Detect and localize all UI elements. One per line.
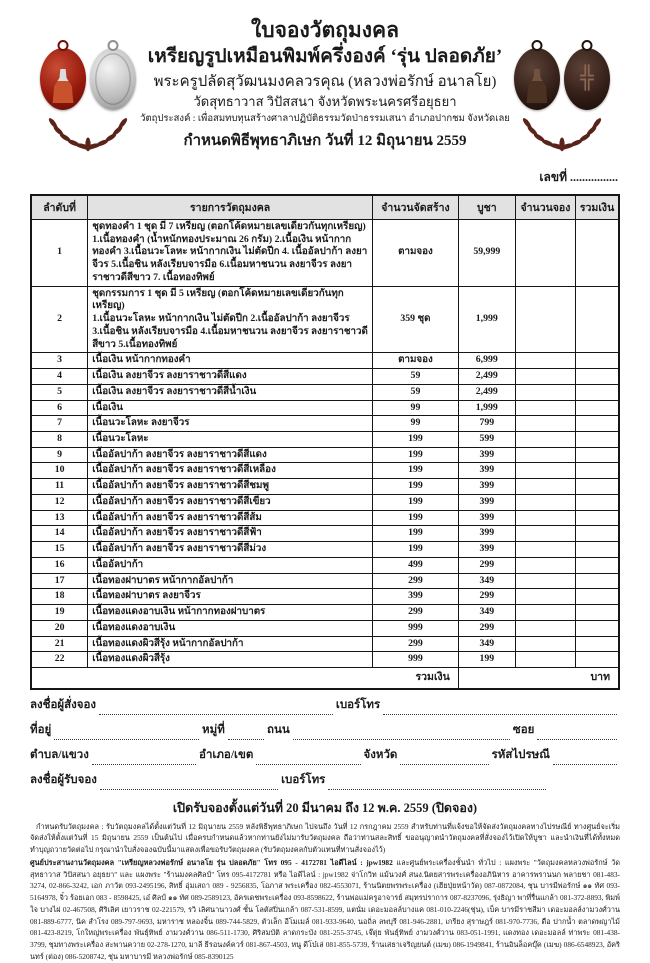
quantity-made: 999 — [373, 652, 459, 668]
amount-blank — [576, 220, 619, 287]
order-quantity-blank — [515, 557, 575, 573]
phone-label: เบอร์โทร — [335, 698, 381, 711]
quantity-made: 59 — [373, 369, 459, 385]
item-description: เนื้ออัลปาก้า ลงยาจีวร ลงยาราชาวดีสีเขียว — [88, 494, 373, 510]
table-row — [31, 494, 619, 510]
item-description: เนื้อเงิน ลงยาจีวร ลงยาราชาวดีสีน้ำเงิน — [88, 384, 373, 400]
order-quantity-blank — [515, 620, 575, 636]
amount-blank — [576, 447, 619, 463]
quantity-made: 199 — [373, 494, 459, 510]
amount-blank — [576, 542, 619, 558]
amount-blank — [576, 479, 619, 495]
col-header-price: บูชา — [458, 195, 515, 220]
price: 2,499 — [458, 369, 515, 385]
order-quantity-blank — [515, 353, 575, 369]
order-quantity-blank — [515, 220, 575, 287]
item-description: เนื้อเงิน หน้ากากทองคำ — [88, 353, 373, 369]
order-quantity-blank — [515, 432, 575, 448]
amulet-photos-right — [502, 38, 622, 157]
order-quantity-blank — [515, 542, 575, 558]
subdistrict-field — [92, 751, 196, 765]
item-description: เนื้อทองแดงผิวสีรุ้ง — [88, 652, 373, 668]
monk-name: พระครูปลัดสุวัฒนมงคลวรคุณ (หลวงพ่อรักษ์ อนาลโย) — [153, 73, 497, 90]
amount-blank — [576, 573, 619, 589]
road-field — [293, 726, 510, 740]
item-description: เนื้อนวะโลหะ — [88, 432, 373, 448]
row-number: 19 — [31, 605, 88, 621]
soi-field — [537, 726, 617, 740]
order-quantity-blank — [515, 589, 575, 605]
item-description: เนื้ออัลปาก้า ลงยาจีวร ลงยาราชาวดีสีฟ้า — [88, 526, 373, 542]
item-description: เนื้อทองแดงอาบเงิน หน้ากากทองฝาบาตร — [88, 605, 373, 621]
table-header-row — [31, 195, 619, 220]
row-number: 14 — [31, 526, 88, 542]
row-number: 20 — [31, 620, 88, 636]
price: 299 — [458, 620, 515, 636]
amount-blank — [576, 557, 619, 573]
quantity-made: 399 — [373, 589, 459, 605]
item-description: เนื้อเงิน ลงยาจีวร ลงยาราชาวดีสีแดง — [88, 369, 373, 385]
item-description: เนื้ออัลปาก้า ลงยาจีวร ลงยาราชาวดีสีม่วง — [88, 542, 373, 558]
quantity-made: 199 — [373, 432, 459, 448]
province-label: จังหวัด — [363, 748, 398, 761]
price: 59,999 — [458, 220, 515, 287]
quantity-made: ตามจอง — [373, 353, 459, 369]
orderer-label: ลงชื่อผู้สั่งจอง — [30, 698, 97, 711]
quantity-made: 199 — [373, 447, 459, 463]
district-label: อำเภอ/เขต — [199, 748, 254, 761]
quantity-made: 299 — [373, 636, 459, 652]
col-header-qty: จำนวนจัดสร้าง — [373, 195, 459, 220]
amount-blank — [576, 400, 619, 416]
yantra-icon: ╬ — [580, 66, 594, 91]
item-description: เนื้ออัลปาก้า — [88, 557, 373, 573]
quantity-made: ตามจอง — [373, 220, 459, 287]
edition-subtitle: เหรียญรูปเหมือนพิมพ์ครึ่งองค์ ‘รุ่น ปลอดภัย’ — [147, 46, 503, 68]
form-line-district — [30, 746, 620, 765]
postcode-label: รหัสไปรษณี — [491, 748, 550, 761]
quantity-made: 99 — [373, 400, 459, 416]
address-label: ที่อยู่ — [30, 723, 52, 736]
table-row — [31, 573, 619, 589]
table-row — [31, 479, 619, 495]
item-description: ชุดทองคำ 1 ชุด มี 7 เหรียญ (ตอกโค้ดหมายเลขเดียวกันทุกเหรียญ) 1.เนื้อทองคำ (น้ำหนักทองประมาณ 26 กรัม) 2.เนื้อเงิน หน้ากากทองคำ 3.เนื้อนวะโลหะ หน้ากากเงิน ไม่ตัดปีก 4. เนื้ออัลปาก้า ลงยาจีวร 5.เนื้อชิน หลังเรียบจารมือ 6.เนื้อมหาชนวน ลงยาจีวร ลงยาราชาวดีสีขาว 7. เนื้อทองทิพย์ — [88, 220, 373, 287]
row-number: 15 — [31, 542, 88, 558]
quantity-made: 299 — [373, 573, 459, 589]
amulet-bronze-front-image — [514, 48, 560, 110]
price: 6,999 — [458, 353, 515, 369]
order-quantity-blank — [515, 510, 575, 526]
order-quantity-blank — [515, 605, 575, 621]
order-table-body — [31, 220, 619, 668]
district-field — [256, 751, 360, 765]
item-description: เนื้อทองแดงอาบเงิน — [88, 620, 373, 636]
receiver-signature-field — [100, 776, 278, 790]
table-row — [31, 636, 619, 652]
order-quantity-blank — [515, 416, 575, 432]
quantity-made: 359 ชุด — [373, 286, 459, 353]
row-number: 6 — [31, 400, 88, 416]
coordination-center: ศูนย์ประสานงานวัตถุมงคล "เหรียญหลวงพ่อรักษ์ อนาลโย รุ่น ปลอดภัย" โทร 095 - 4172781 ไอดีไลน์ : jpw1982 — [30, 857, 393, 867]
order-quantity-blank — [515, 652, 575, 668]
price: 299 — [458, 589, 515, 605]
item-description: เนื้อทองฝาบาตร หน้ากากอัลปาก้า — [88, 573, 373, 589]
row-number: 12 — [31, 494, 88, 510]
quantity-made: 999 — [373, 620, 459, 636]
table-row — [31, 400, 619, 416]
row-number: 11 — [31, 479, 88, 495]
amount-blank — [576, 526, 619, 542]
table-row — [31, 384, 619, 400]
price: 399 — [458, 542, 515, 558]
col-header-order: จำนวนจอง — [515, 195, 575, 220]
soi-label: ซอย — [512, 723, 535, 736]
form-line-orderer — [30, 696, 620, 715]
price: 349 — [458, 573, 515, 589]
document-number-field: เลขที่ ................ — [539, 170, 618, 184]
contact-info — [30, 857, 620, 963]
item-description: เนื้อนวะโลหะ ลงยาจีวร — [88, 416, 373, 432]
header — [30, 16, 620, 192]
order-quantity-blank — [515, 447, 575, 463]
col-header-item: รายการวัตถุมงคล — [88, 195, 373, 220]
monk-bust-icon — [52, 69, 74, 103]
amount-blank — [576, 510, 619, 526]
postcode-field — [553, 751, 617, 765]
row-number: 8 — [31, 432, 88, 448]
table-row — [31, 369, 619, 385]
order-quantity-blank — [515, 369, 575, 385]
table-row — [31, 463, 619, 479]
order-quantity-blank — [515, 494, 575, 510]
item-description: เนื้อทองแดงผิวสีรุ้ง หน้ากากอัลปาก้า — [88, 636, 373, 652]
row-number: 1 — [31, 220, 88, 287]
price: 2,499 — [458, 384, 515, 400]
currency-label: บาท — [458, 668, 619, 689]
order-quantity-blank — [515, 636, 575, 652]
row-number: 7 — [31, 416, 88, 432]
price: 399 — [458, 447, 515, 463]
amount-blank — [576, 652, 619, 668]
amount-blank — [576, 286, 619, 353]
total-label: รวมเงิน — [31, 668, 458, 689]
quantity-made: 199 — [373, 479, 459, 495]
table-row — [31, 510, 619, 526]
col-header-no: ลำดับที่ — [31, 195, 88, 220]
form-line-address — [30, 721, 620, 740]
quantity-made: 59 — [373, 384, 459, 400]
amulet-silver-back-image — [90, 48, 136, 110]
phone2-field — [328, 776, 546, 790]
row-number: 2 — [31, 286, 88, 353]
amount-blank — [576, 636, 619, 652]
price: 349 — [458, 636, 515, 652]
form-line-receiver — [30, 771, 549, 790]
page-title: ใบจองวัตถุมงคล — [251, 18, 399, 42]
row-number: 13 — [31, 510, 88, 526]
row-number: 22 — [31, 652, 88, 668]
quantity-made: 199 — [373, 510, 459, 526]
price: 199 — [458, 652, 515, 668]
quantity-made: 199 — [373, 463, 459, 479]
price: 599 — [458, 432, 515, 448]
order-quantity-blank — [515, 479, 575, 495]
item-description: ชุดกรรมการ 1 ชุด มี 5 เหรียญ (ตอกโค้ดหมายเลขเดียวกันทุกเหรียญ) 1.เนื้อนวะโลหะ หน้ากากเงิน ไม่ตัดปีก 2.เนื้ออัลปาก้า ลงยาจีวร 3.เนื้อชิน หลังเรียบจารมือ 4.เนื้อมหาชนวน ลงยาจีวร ลงยาราชาวดีสีขาว 5.เนื้อทองทิพย์ — [88, 286, 373, 353]
table-row — [31, 620, 619, 636]
order-table — [30, 194, 620, 690]
amulet-red-front-image — [40, 48, 86, 110]
row-number: 17 — [31, 573, 88, 589]
item-description: เนื้ออัลปาก้า ลงยาจีวร ลงยาราชาวดีสีส้ม — [88, 510, 373, 526]
temple-name: วัดสุทธาวาส วิปัสสนา จังหวัดพระนครศรีอยุธยา — [193, 94, 457, 110]
item-description: เนื้ออัลปาก้า ลงยาจีวร ลงยาราชาวดีสีแดง — [88, 447, 373, 463]
item-description: เนื้ออัลปาก้า ลงยาจีวร ลงยาราชาวดีสีชมพู — [88, 479, 373, 495]
amount-blank — [576, 494, 619, 510]
dealer-list: และศูนย์พระเครื่องชั้นนำ ทั่วไป : แผงพระ "วัตถุมงคลหลวงพ่อรักษ์ วัดสุทธาวาส วิปัสสนา อยุธยา" และ แผงพระ "ร้านมงคลศิลป์" โทร 095-4172781 หรือ ไอดีไลน์ : jpw1982 จ่าโกวิท แม้นวงศ์ สนง.นิตยสารพระเครื่องอภินิหาร อาคารพรานนก พลายชา 081-483-3274, 02-866-3242, เอก ภาวัต 093-2495196, สิทธิ์ อุ่มเสถา 089 - 9256835, โอภาส พระเครื่อง 082-4553071, ร้านนิตยพรพระเครื่อง (เฮียปุ่ยหน้าวัด) 087-0872084, ชุน บารมีพ่อรักษ์ ๑๑ ทัศ 093-5164978, จิ๋ว ร้อยเอก 083 - 8598425, เอ๋ ศิลป์ ๑๑ ทัศ 089-2589123, อัครเดชพระเครื่อง 093-8598622, ร้านพ่อแม่ครูอาจารย์ สมุทรปราการ 087-8237096, รุ่งธิญา พาที่รื่นแกล้า 081-372-8893, พิมพ์ใจ บางไผ่ 02-467508, ศิริเลิศ เยาวราช 02-221579, รวิ เลิศนานาวงศ์ ชั้น โลตัสปิ่นเกล้า 087-531-8599, แตนั่ม เดอะมอลล์บางแค 081-010-2246(ชุ่น), เบ็ค บารมีราชสีมา เดอะมอลล์งามวงศ์วาน 081-889-6777, นิค สำโรง 089-797-9693, มหาราช หลองจิ้น 089-744-5829, ตัวเล็ก อีโมเมล์ 081-933-9640, นอถิ่ล ลพบุรี 081-946-2881, เกรียง สุราษฎร์ 081-970-7736, ดือ ปากน้ำ ตลาดพญาไม้ 081-423-8219, โกใหญ่พระเครื่อง พันธุ์ทิพย์ งามวงศ์วาน 086-511-1730, ศิริสมบัติ ลาดกระบัง 081-255-3745, เจ๊ตุ่ย พันธุ์ทิพย์ งามวงศ์วาน 083-051-1991, แดงทอง เดอะมอลล์ ท่าพระ 081-438-3799, ชุมทางพระเครื่อง สะพานควาย 02-278-1270, มาลี ธีรอนงค์ควร์ 081-867-4503, หนู ดีโบ๋เล่ 081-855-5739, ร้านเสธาเจริญยนต์ (เมฆ) 086-1949841, ร้านอินล็อคบุ๊ค (เมฆ) 086-6548923, อัครินทร์ (ต่อง) 086-5208742, ชุ่น มหาบารมี หลวงพ่อรักษ์ 085-8390125 — [30, 857, 620, 961]
province-field — [400, 751, 488, 765]
order-quantity-blank — [515, 573, 575, 589]
moo-field — [228, 726, 264, 740]
total-row — [31, 668, 619, 689]
laurel-wreath-icon — [516, 114, 608, 152]
row-number: 9 — [31, 447, 88, 463]
fine-print — [30, 821, 620, 963]
receiver-label: ลงชื่อผู้รับจอง — [30, 773, 97, 786]
item-description: เนื้ออัลปาก้า ลงยาจีวร ลงยาราชาวดีสีเหลือง — [88, 463, 373, 479]
amount-blank — [576, 605, 619, 621]
price: 299 — [458, 557, 515, 573]
order-quantity-blank — [515, 286, 575, 353]
amount-blank — [576, 416, 619, 432]
amount-blank — [576, 384, 619, 400]
moo-label: หมู่ที่ — [202, 723, 225, 736]
order-quantity-blank — [515, 526, 575, 542]
amulet-bronze-back-image — [564, 48, 610, 110]
price: 399 — [458, 479, 515, 495]
table-row — [31, 353, 619, 369]
quantity-made: 99 — [373, 416, 459, 432]
amount-blank — [576, 589, 619, 605]
order-quantity-blank — [515, 384, 575, 400]
amount-blank — [576, 369, 619, 385]
monk-bust-icon — [526, 69, 548, 103]
table-row — [31, 416, 619, 432]
table-row — [31, 557, 619, 573]
table-row — [31, 652, 619, 668]
quantity-made: 499 — [373, 557, 459, 573]
quantity-made: 299 — [373, 605, 459, 621]
order-quantity-blank — [515, 463, 575, 479]
quantity-made: 199 — [373, 526, 459, 542]
table-row — [31, 542, 619, 558]
price: 1,999 — [458, 400, 515, 416]
purpose-line: วัตถุประสงค์ : เพื่อสมทบทุนสร้างศาลาปฏิบัติธรรมวัดป่าธรรมเสนา อำเภอปากชม จังหวัดเลย — [140, 114, 510, 125]
amount-blank — [576, 463, 619, 479]
price: 399 — [458, 494, 515, 510]
amulet-engraving — [95, 53, 131, 105]
amulet-photos-left — [28, 38, 148, 157]
item-description: เนื้อทองฝาบาตร ลงยาจีวร — [88, 589, 373, 605]
price: 399 — [458, 526, 515, 542]
item-description: เนื้อเงิน — [88, 400, 373, 416]
price: 399 — [458, 463, 515, 479]
table-row — [31, 220, 619, 287]
price: 349 — [458, 605, 515, 621]
row-number: 4 — [31, 369, 88, 385]
price: 1,999 — [458, 286, 515, 353]
table-row — [31, 605, 619, 621]
table-row — [31, 526, 619, 542]
amount-blank — [576, 432, 619, 448]
ceremony-date: กำหนดพิธีพุทธาภิเษก วันที่ 12 มิถุนายน 2559 — [183, 133, 467, 150]
amount-blank — [576, 620, 619, 636]
laurel-wreath-icon — [42, 114, 134, 152]
price: 799 — [458, 416, 515, 432]
address-field — [54, 726, 199, 740]
col-header-total: รวมเงิน — [576, 195, 619, 220]
table-row — [31, 286, 619, 353]
price: 399 — [458, 510, 515, 526]
table-row — [31, 589, 619, 605]
table-row — [31, 432, 619, 448]
row-number: 21 — [31, 636, 88, 652]
table-row — [31, 447, 619, 463]
amount-blank — [576, 353, 619, 369]
pickup-terms: กำหนดรับวัตถุมงคล : รับวัตถุมงคลได้ตั้งแต่วันที่ 12 มิถุนายน 2559 หลังพิธีพุทธาภิเษก ไปจนถึง วันที่ 12 กรกฎาคม 2559 สำหรับท่านที่แจ้งขอให้จัดส่งวัตถุมงคลทางไปรษณีย์ ทางศูนย์จะเริ่มจัดส่งให้ตั้งแต่วันที่ 15 มิถุนายน 2559 เป็นต้นไป เมื่อครบกำหนดแล้วหากท่านยังไม่มารับวัตถุมงคล ถือว่าท่านสละสิทธิ์ ขออนุญาตนำวัตถุมงคลที่สั่งจองไว้เปิดให้บูชา และนำเงินที่ได้ทั้งหมดทำบุญถวายวัดต่อไป กรุณานำใบสั่งจองฉบับนี้มาแสดงเพื่อขอรับวัตถุมงคล (รับวัตถุมงคลกับตัวแทนที่ท่านสั่งจองไว้) — [30, 821, 620, 855]
booking-period: เปิดรับจองตั้งแต่วันที่ 20 มีนาคม ถึง 12 พ.ค. 2559 (ปิดจอง) — [172, 800, 478, 815]
quantity-made: 199 — [373, 542, 459, 558]
row-number: 5 — [31, 384, 88, 400]
order-quantity-blank — [515, 400, 575, 416]
road-label: ถนน — [267, 723, 290, 736]
row-number: 16 — [31, 557, 88, 573]
customer-form — [30, 696, 620, 790]
orderer-signature-field — [99, 701, 333, 715]
phone2-label: เบอร์โทร — [281, 773, 326, 786]
phone-field — [383, 701, 617, 715]
row-number: 10 — [31, 463, 88, 479]
row-number: 3 — [31, 353, 88, 369]
subdistrict-label: ตำบล/แขวง — [30, 748, 89, 761]
row-number: 18 — [31, 589, 88, 605]
